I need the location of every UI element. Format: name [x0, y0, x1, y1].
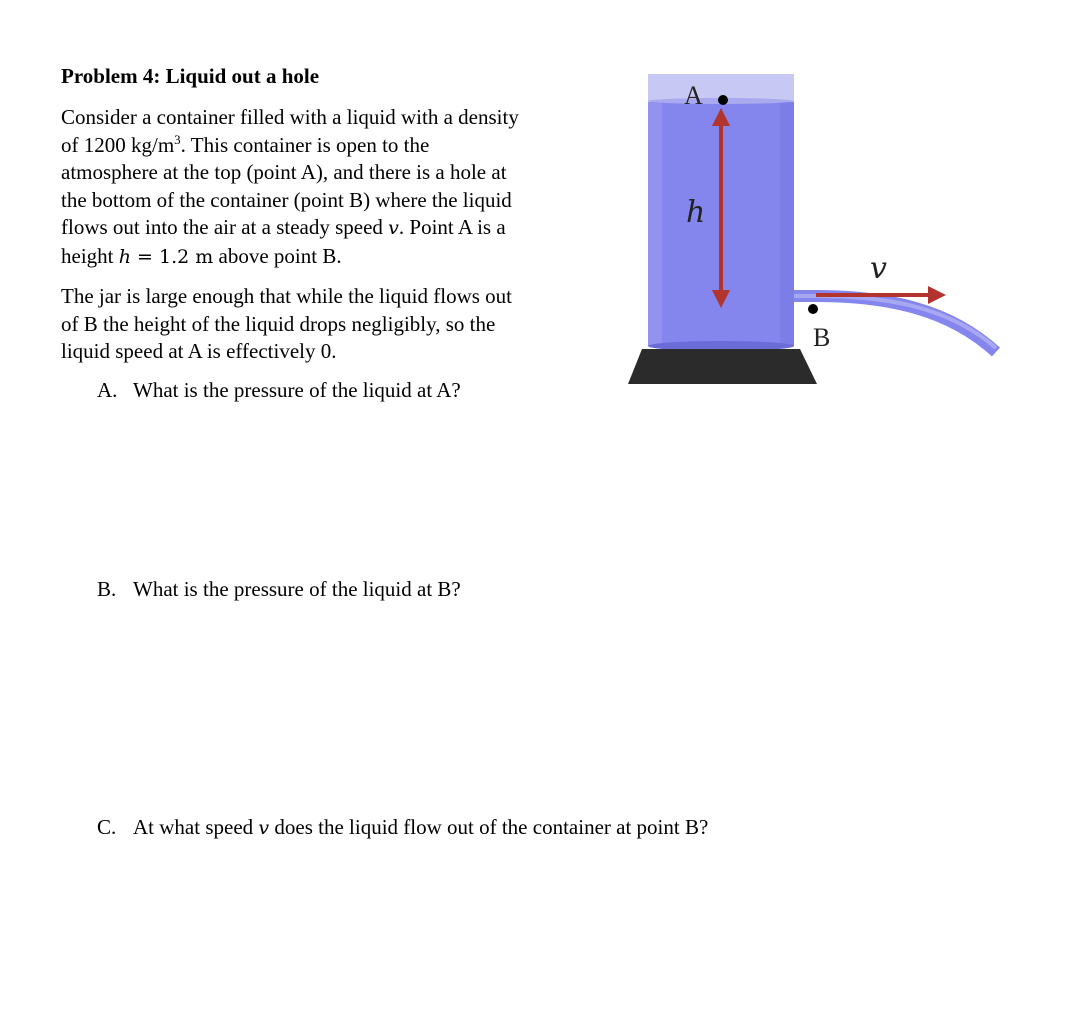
- speed-variable: v: [258, 817, 270, 839]
- question-b-text: What is the pressure of the liquid at B?: [133, 577, 461, 601]
- description-text: above point B.: [213, 243, 342, 268]
- container-diagram: [620, 70, 1000, 400]
- description-line: [61, 132, 601, 160]
- question-b-letter: B.: [97, 577, 117, 601]
- question-a: [97, 378, 461, 403]
- point-a-label: A: [684, 81, 703, 110]
- point-b-label: B: [813, 323, 831, 352]
- problem-title: Problem 4: Liquid out a hole: [61, 64, 320, 88]
- container-shading: [648, 100, 662, 346]
- point-b-marker: [808, 304, 818, 314]
- assumption-line: The jar is large enough that while the liquid flows out: [61, 284, 513, 308]
- velocity-arrow-head: [928, 286, 946, 304]
- velocity-label: v: [870, 251, 887, 286]
- description-text: height: [61, 243, 119, 268]
- question-c-text-post: does the liquid flow out of the container at point B?: [269, 815, 709, 839]
- assumption-line: of B the height of the liquid drops negligibly, so the: [61, 311, 496, 336]
- container-base: [628, 349, 817, 384]
- height-variable: h: [118, 245, 131, 268]
- description-line: the bottom of the container (point B) where the liquid: [61, 187, 512, 212]
- description-line: Consider a container filled with a liquid with a density: [61, 105, 519, 129]
- description-text: . Point A is a: [398, 215, 506, 239]
- problem-description: [61, 104, 601, 271]
- question-c-text-pre: At what speed: [133, 815, 259, 839]
- description-line: [61, 243, 601, 272]
- question-c: [97, 815, 708, 840]
- container-shading: [780, 100, 794, 346]
- height-label: h: [686, 195, 706, 230]
- question-a-text: What is the pressure of the liquid at A?: [133, 378, 461, 402]
- problem-assumption: [61, 283, 601, 366]
- description-line: [61, 214, 601, 243]
- description-text: . This container is open to the: [180, 132, 430, 157]
- density-exponent: 3: [174, 131, 181, 147]
- question-c-letter: C.: [97, 815, 117, 839]
- description-line: atmosphere at the top (point A), and there is a hole at: [61, 160, 507, 184]
- density-text: of 1200 kg/m: [61, 132, 175, 157]
- question-a-letter: A.: [97, 378, 118, 402]
- speed-variable: v: [388, 217, 399, 239]
- height-value: = 1.2 m: [131, 245, 214, 268]
- question-b: [97, 577, 461, 602]
- description-text: flows out into the air at a steady speed: [61, 215, 389, 239]
- point-a-marker: [718, 95, 728, 105]
- assumption-line: liquid speed at A is effectively 0.: [61, 339, 337, 363]
